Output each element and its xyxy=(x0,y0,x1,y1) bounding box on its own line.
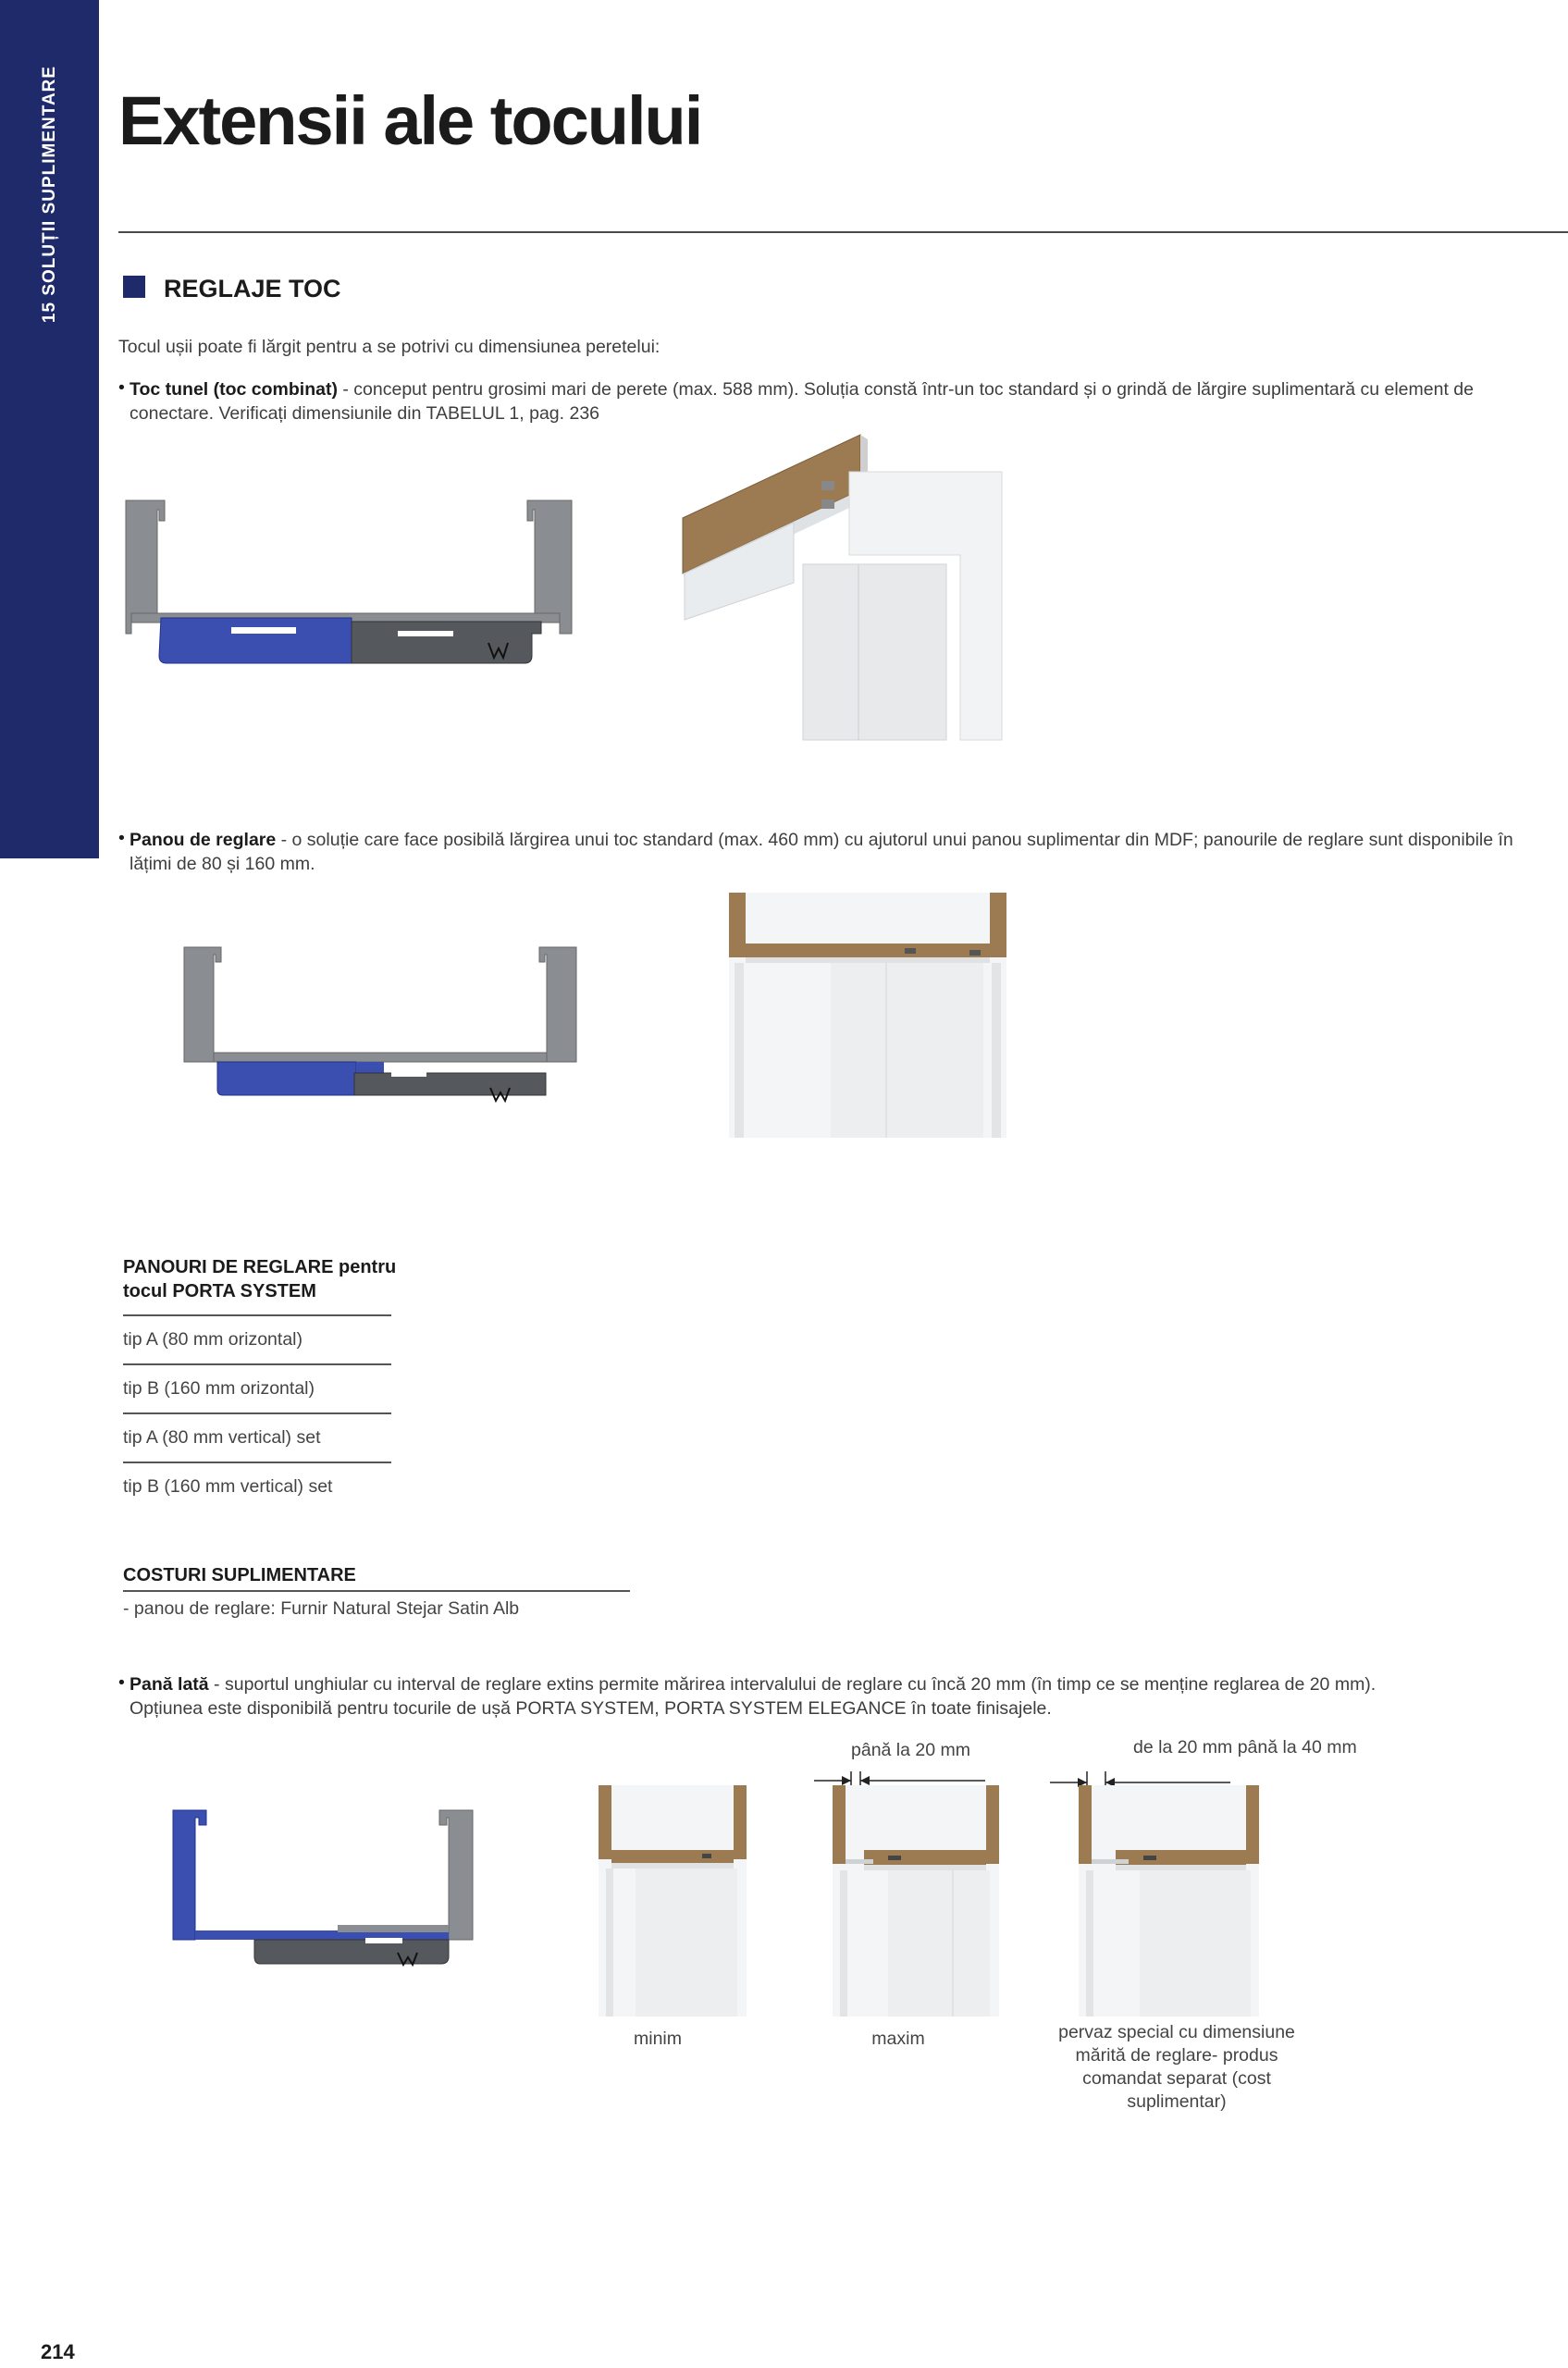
table-divider xyxy=(123,1412,391,1414)
side-tab-label-box xyxy=(0,0,99,352)
section-square-icon xyxy=(123,276,145,298)
caption-special-line: suplimentar) xyxy=(1127,2091,1227,2112)
caption-special-line: comandat separat (cost xyxy=(1082,2068,1271,2089)
toc-tunel-text: - conceput pentru grosimi mari de perete (max. 588 mm). Soluția constă într-un toc standard și o grindă de lărgire suplimentară cu element de conectare. Verificați dimensiunile din TABELUL 1, pag. 236 xyxy=(130,379,1474,424)
panel-item: tip B (160 mm orizontal) xyxy=(123,1378,315,1399)
caption-special xyxy=(1047,2021,1306,2114)
bullet: • xyxy=(118,1672,125,1693)
toc-tunel-term: Toc tunel (toc combinat) xyxy=(130,379,338,400)
side-tab-label: 15 SOLUȚII SUPLIMENTARE xyxy=(40,65,59,324)
dimension-label: de la 20 mm până la 40 mm xyxy=(1133,1737,1357,1758)
caption-minim: minim xyxy=(634,2029,682,2049)
table-divider xyxy=(123,1363,391,1365)
table-divider xyxy=(123,1314,391,1316)
caption-special-line: mărită de reglare- produs xyxy=(1075,2045,1278,2066)
panel-item: tip A (80 mm orizontal) xyxy=(123,1329,302,1350)
caption-special-line: pervaz special cu dimensiune xyxy=(1058,2022,1295,2042)
page-title: Extensii ale tocului xyxy=(118,82,702,159)
panou-frame-photo xyxy=(729,893,1006,1138)
costs-item: - panou de reglare: Furnir Natural Stejar Satin Alb xyxy=(123,1598,520,1619)
panel-item: tip A (80 mm vertical) set xyxy=(123,1427,321,1448)
pana-maxim-photo xyxy=(833,1785,999,2016)
page-number: 214 xyxy=(41,2340,75,2363)
bullet: • xyxy=(118,828,125,848)
title-divider xyxy=(118,231,1568,233)
costs-divider xyxy=(123,1590,630,1592)
dimension-label: până la 20 mm xyxy=(851,1740,970,1760)
intro-text: Tocul ușii poate fi lărgit pentru a se potrivi cu dimensiunea peretelui: xyxy=(118,337,661,357)
toc-tunel-profile-diagram xyxy=(120,495,583,675)
caption-maxim: maxim xyxy=(871,2029,925,2049)
panels-heading-line-2: tocul PORTA SYSTEM xyxy=(123,1281,316,1301)
panou-profile-diagram xyxy=(180,944,578,1115)
pana-profile-diagram xyxy=(171,1808,476,1970)
pana-minim-photo xyxy=(599,1785,747,2016)
panou-paragraph xyxy=(130,828,1549,876)
pana-term: Pană lată xyxy=(130,1674,209,1695)
pana-text: - suportul unghiular cu interval de reglare extins permite mărirea intervalului de reglare cu încă 20 mm (în timp ce se menține reglarea de 20 mm). Opțiunea este disponibilă pentru tocurile de ușă PORTA SYSTEM, PORTA SYSTEM ELEGANCE în toate finisajele. xyxy=(130,1674,1377,1719)
toc-tunel-frame-photo xyxy=(683,435,1016,740)
panou-text: - o soluție care face posibilă lărgirea unui toc standard (max. 460 mm) cu ajutorul unui panou suplimentar din MDF; panourile de reglare sunt disponibile în lățimi de 80 și 160 mm. xyxy=(130,830,1513,874)
pana-special-photo xyxy=(1079,1785,1259,2016)
costs-heading: COSTURI SUPLIMENTARE xyxy=(123,1565,356,1585)
bullet: • xyxy=(118,377,125,398)
table-divider xyxy=(123,1462,391,1463)
pana-paragraph xyxy=(130,1672,1420,1720)
panel-item: tip B (160 mm vertical) set xyxy=(123,1476,333,1497)
panels-table-heading xyxy=(123,1255,419,1303)
panels-heading-line-1: PANOURI DE REGLARE pentru xyxy=(123,1257,397,1277)
panou-term: Panou de reglare xyxy=(130,830,277,850)
section-heading: REGLAJE TOC xyxy=(164,275,341,302)
toc-tunel-paragraph xyxy=(130,377,1517,426)
